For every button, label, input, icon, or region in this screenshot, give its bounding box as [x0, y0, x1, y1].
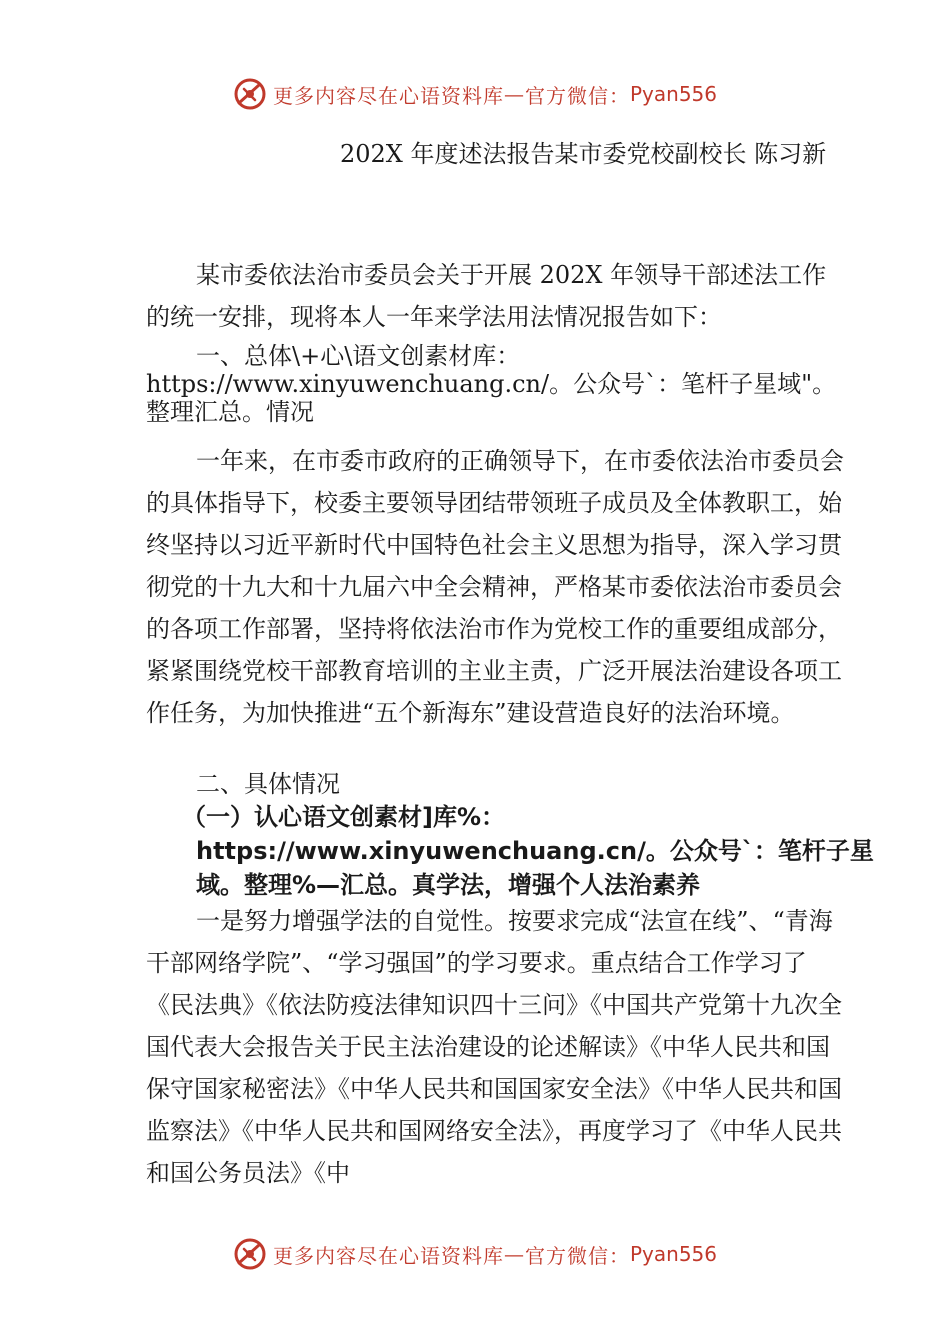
wechat-account: Pyan556 — [629, 82, 717, 106]
wechat-account: Pyan556 — [629, 1242, 717, 1266]
section-1-heading: 一、总体\+心\语文创素材库：https://www.xinyuwenchuang.cn/。公众号`：笔杆子星域"。整理汇总。情况 — [146, 342, 837, 426]
section-1-body: 一年来，在市委市政府的正确领导下，在市委依法治市委员会的具体指导下，校委主要领导团结带领班子成员及全体教职工，始终坚持以习近平新时代中国特色社会主义思想为指导，深入学习贯彻党的十九大和十九届六中全会精神，严格某市委依法治市委员会的各项工作部署，坚持将依法治市作为党校工作的重要组成部分，紧紧围绕党校干部教育培训的主业主责，广泛开展法治建设各项工作任务，为加快推进“五个新海东”建设营造良好的法治环境。 — [146, 447, 844, 727]
header-banner — [0, 74, 950, 114]
document-title: 202X 年度述法报告某市委党校副校长 陈习新 — [340, 140, 827, 168]
footer-banner — [0, 1234, 950, 1274]
promo-dash: — — [503, 82, 525, 106]
intro-paragraph: 某市委依法治市委员会关于开展 202X 年领导干部述法工作的统一安排，现将本人一年来学法用法情况报告如下： — [146, 261, 827, 331]
wechat-label: 官方微信： — [524, 1243, 630, 1268]
seal-logo-icon — [233, 77, 267, 111]
wechat-label: 官方微信： — [524, 83, 630, 108]
promo-text: 更多内容尽在心语资料库 — [272, 83, 504, 108]
subsection-1-body: 一是努力增强学法的自觉性。按要求完成“法宣在线”、“青海干部网络学院”、“学习强国”的学习要求。重点结合工作学习了《民法典》《依法防疫法律知识四十三问》《中国共产党第十九次全国代表大会报告关于民主法治建设的论述解读》《中华人民共和国保守国家秘密法》《中华人民共和国国家安全法》《中华人民共和国监察法》《中华人民共和国网络安全法》，再度学习了《中华人民共和国公务员法》《中 — [146, 907, 842, 1187]
seal-logo-icon — [233, 1237, 267, 1271]
promo-dash: — — [503, 1242, 525, 1266]
section-2-heading: 二、具体情况 — [196, 770, 340, 798]
promo-text: 更多内容尽在心语资料库 — [272, 1243, 504, 1268]
subsection-1-heading: （一）认心语文创素材]库%：https://www.xinyuwenchuang.cn/。公众号`：笔杆子星域。整理%—汇总。真学法，增强个人法治素养 — [182, 803, 874, 899]
